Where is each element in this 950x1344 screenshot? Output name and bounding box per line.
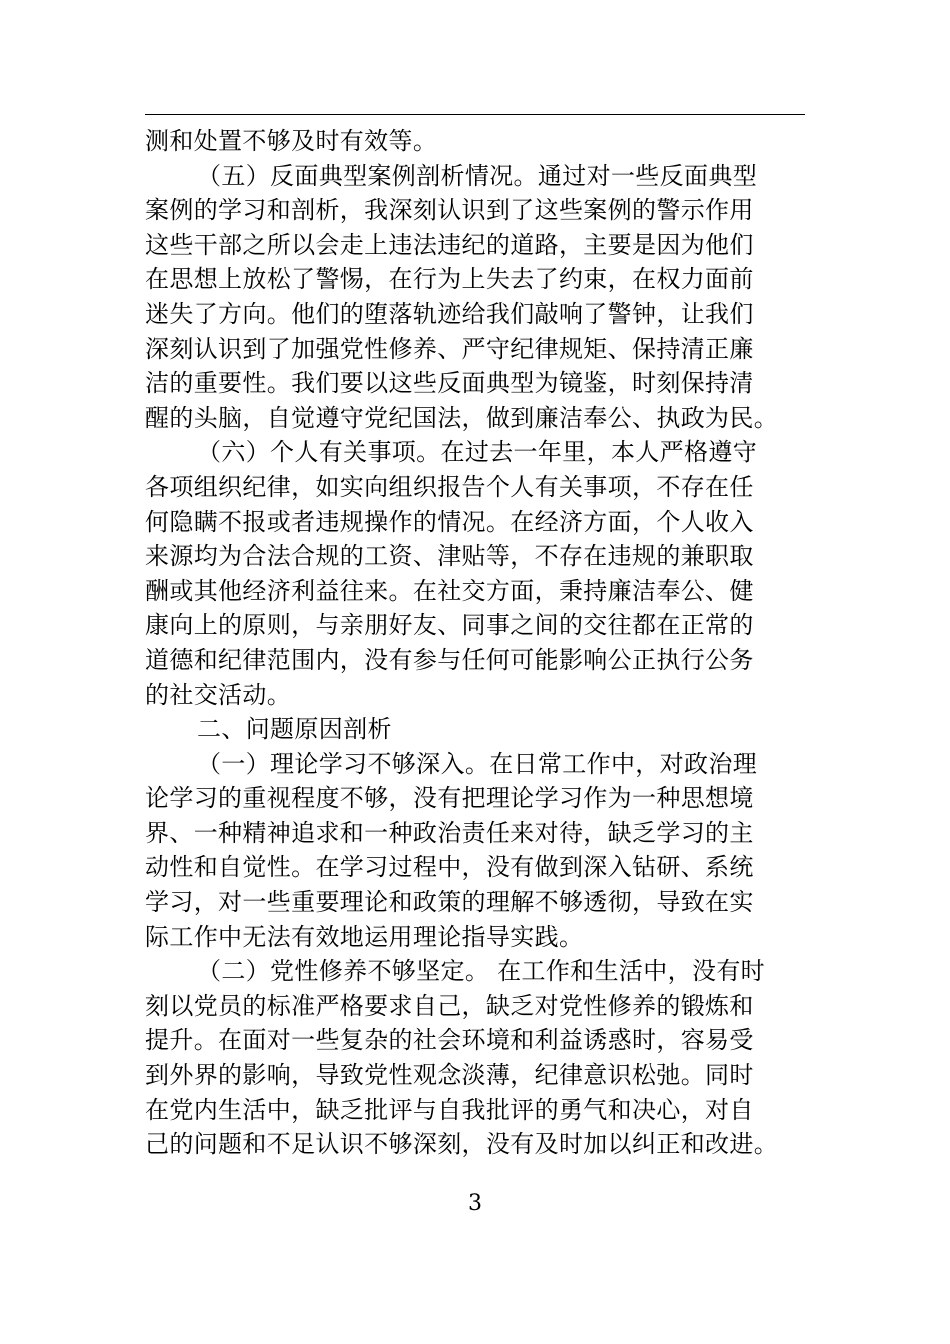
text-line: （六）个人有关事项。在过去一年里，本人严格遵守 — [197, 438, 758, 467]
text-line: 这些干部之所以会走上违法违纪的道路，主要是因为他们 — [145, 230, 754, 259]
text-line: 学习，对一些重要理论和政策的理解不够透彻，导致在实 — [145, 888, 754, 917]
text-line: 己的问题和不足认识不够深刻，没有及时加以纠正和改进。 — [145, 1130, 779, 1159]
text-line: 刻以党员的标准严格要求自己，缺乏对党性修养的锻炼和 — [145, 991, 754, 1020]
text-line: 测和处置不够及时有效等。 — [145, 127, 438, 155]
text-line: 提升。在面对一些复杂的社会环境和利益诱惑时，容易受 — [145, 1026, 754, 1055]
text-line: 深刻认识到了加强党性修养、严守纪律规矩、保持清正廉 — [145, 334, 754, 363]
text-line: 来源均为合法合规的工资、津贴等，不存在违规的兼职取 — [145, 542, 754, 571]
text-line: 洁的重要性。我们要以这些反面典型为镜鉴，时刻保持清 — [145, 369, 754, 398]
text-line: （一）理论学习不够深入。在日常工作中，对政治理 — [197, 749, 758, 778]
text-line: 论学习的重视程度不够，没有把理论学习作为一种思想境 — [145, 784, 754, 813]
text-line: 二、问题原因剖析 — [197, 715, 392, 744]
text-line: 酬或其他经济利益往来。在社交方面，秉持廉洁奉公、健 — [145, 576, 754, 605]
text-line: 案例的学习和剖析，我深刻认识到了这些案例的警示作用 — [145, 196, 754, 225]
text-line: 到外界的影响，导致党性观念淡薄，纪律意识松弛。同时 — [145, 1061, 754, 1090]
text-line: 醒的头脑，自觉遵守党纪国法，做到廉洁奉公、执政为民。 — [145, 403, 779, 432]
text-line: 的社交活动。 — [145, 680, 292, 709]
page-number: 3 — [468, 1191, 482, 1216]
text-line: 康向上的原则，与亲朋好友、同事之间的交往都在正常的 — [145, 611, 754, 640]
text-line: 迷失了方向。他们的堕落轨迹给我们敲响了警钟，让我们 — [145, 299, 754, 328]
text-line: 各项组织纪律，如实向组织报告个人有关事项，不存在任 — [145, 472, 754, 501]
text-line: 动性和自觉性。在学习过程中，没有做到深入钻研、系统 — [145, 853, 754, 882]
text-line: 在党内生活中，缺乏批评与自我批评的勇气和决心，对自 — [145, 1095, 754, 1124]
text-line: （二）党性修养不够坚定。 在工作和生活中，没有时 — [197, 957, 766, 986]
text-line: 何隐瞒不报或者违规操作的情况。在经济方面，个人收入 — [145, 507, 754, 536]
text-line: （五）反面典型案例剖析情况。通过对一些反面典型 — [197, 161, 758, 190]
text-line: 界、一种精神追求和一种政治责任来对待，缺乏学习的主 — [145, 818, 754, 847]
text-line: 际工作中无法有效地运用理论指导实践。 — [145, 922, 584, 951]
text-line: 道德和纪律范围内，没有参与任何可能影响公正执行公务 — [145, 645, 754, 674]
body-text — [145, 124, 805, 1162]
text-line: 在思想上放松了警惕，在行为上失去了约束，在权力面前 — [145, 265, 754, 294]
header-rule — [145, 114, 805, 115]
